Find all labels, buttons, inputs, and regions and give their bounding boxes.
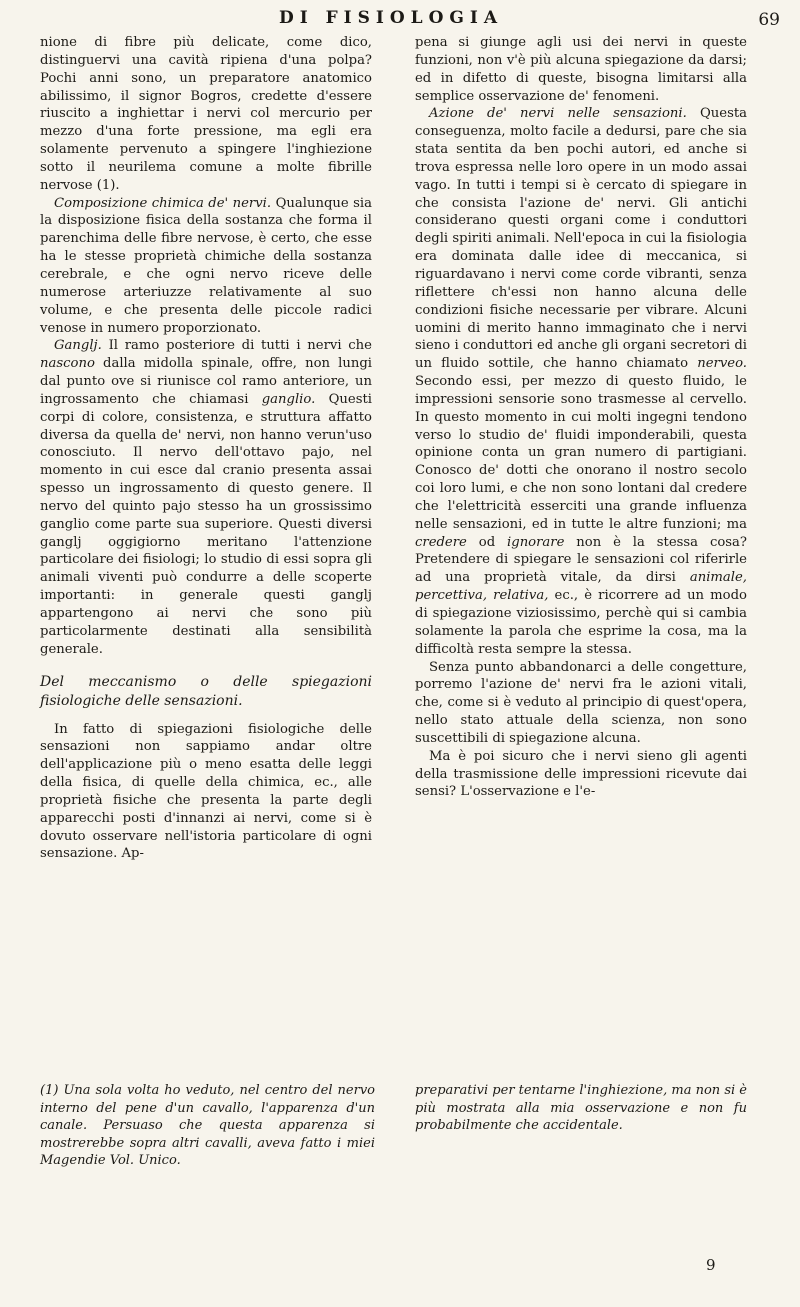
paragraph: Senza punto abbandonarci a delle congetture, porremo l'azione de' nervi fra le azioni vitali, che, come si è veduto al principio di quest'opera, nello stato attuale della scienza, non sono suscettibili di spiegazione alcuna. (415, 659, 747, 746)
paragraph-text: od (478, 534, 496, 550)
paragraph-text: dalla midolla spinale, offre, non lungi dal punto ove si riunisce col ramo anteriore, un ingrossamento che chiamasi (40, 356, 372, 407)
emphasis: ignorare (507, 534, 565, 550)
paragraph (40, 195, 372, 338)
paragraph-text: Qualunque sia la disposizione fisica della sostanza che forma il parenchima delle fibre nervose, è certo, che esse ha le stesse proprietà chimiche della sostanza cerebrale, e che ogni nervo riceve delle numerose arteriuzze relativamente al suo volume, e che presenta delle piccole radici venose in numero proporzionato. (40, 195, 373, 336)
paragraph-text: Secondo essi, per mezzo di questo fluido, le impressioni sensorie sono trasmesse al cervello. In questo momento in cui molti ingegni tendono verso lo studio de' fluidi imponderabili, questa opinione conta un gran numero di partigiani. Conosco de' dotti che onorano il nostro secolo coi loro lumi, e che non sono lontani dal credere che l'elettricità esserciti una grande influenza nelle sensazioni, ed in tutte le altre funzioni; ma (415, 374, 747, 532)
paragraph-text: non è la stessa cosa? Pretendere di spiegare le sensazioni col riferirle ad una proprietà vitale, da dirsi (415, 534, 747, 586)
footnote-imprint: Magendie Vol. Unico. (40, 1153, 181, 1168)
page-number: 69 (758, 10, 780, 30)
emphasis: animale, percettiva, relativa, (415, 570, 747, 604)
emphasis: credere (415, 534, 467, 550)
left-column (40, 34, 372, 863)
paragraph (40, 337, 372, 658)
right-column (415, 34, 747, 801)
inline-heading: Azione de' nervi nelle sensazioni. (429, 106, 687, 122)
paragraph (415, 105, 747, 658)
paragraph: pena si giunge agli usi dei nervi in queste funzioni, non v'è più alcuna spiegazione da darsi; ed in difetto di queste, bisogna limitarsi alla semplice osservazione de' fenomeni. (415, 35, 747, 104)
footnote-right: preparativi per tentarne l'inghiezione, ma non si è più mostrata alla mia osservazione e non fu probabilmente che accidentale. (415, 1083, 747, 1133)
paragraph-text: Il ramo posteriore di tutti i nervi che (108, 338, 372, 354)
emphasis: nerveo. (697, 356, 747, 372)
paragraph-text: ec., è ricorrere ad un modo di spiegazione viziosissimo, perchè qui si cambia solamente la parola che esprime la cosa, ma la difficoltà resta sempre la stessa. (415, 588, 747, 657)
section-title: Del meccanismo o delle spiegazioni fisiologiche delle sensazioni. (40, 673, 372, 709)
paragraph-text: Questi corpi di colore, consistenza, e struttura affatto diversa da quella de' nervi, non hanno verun'uso conosciuto. Il nervo dell'ottavo pajo, nel momento in cui esce dal cranio presenta assai spesso un ingrossamento di questo genere. Il nervo del quinto pajo stesso ha un grossissimo ganglio come parte sua superiore. Questi diversi ganglj oggigiorno meritano l'attenzione particolare dei fisiologi; lo studio di essi sopra gli animali viventi può condurre a delle scoperte importanti: in generale questi ganglj appartengono ai nervi che sono più particolarmente destinati alla sensibilità generale. (40, 391, 372, 657)
paragraph-text: Questa conseguenza, molto facile a dedursi, pare che sia stata sentita da ben pochi autori, ed anche si trova espressa nelle loro opere in un modo assai vago. In tutti i tempi si è cercato di spiegare in che consista l'azione de' nervi. Gli antichi considerano questi organi come i conduttori degli spiriti animali. Nell'epoca in cui la fisiologia era dominata dalle idee di meccanica, si riguardavano i nervi come corde vibranti, senza riflettere ch'essi non hanno alcuna delle condizioni fisiche necessarie per vibrare. Alcuni uomini di merito hanno immaginato che i nervi sieno i conduttori ed anche gli organi secretori di un fluido sottile, che hanno chiamato (415, 106, 748, 372)
inline-heading: Composizione chimica de' nervi. (54, 195, 272, 211)
footnote-left (40, 1082, 375, 1170)
inline-heading: Ganglj. (54, 338, 102, 354)
footnote-text: (1) Una sola volta ho veduto, nel centro del nervo interno del pene d'un cavallo, l'apparenza d'un canale. Persuaso che questa apparenza si mostrerebbe sopra altri cavalli, aveva fatto i miei (40, 1083, 375, 1151)
emphasis: nascono (40, 356, 95, 372)
paragraph: Ma è poi sicuro che i nervi sieno gli agenti della trasmissione delle impressioni ricevute dai sensi? L'osservazione e l'e- (415, 748, 747, 800)
emphasis: ganglio. (261, 391, 316, 407)
running-title: DI FISIOLOGIA (278, 8, 504, 28)
paragraph: In fatto di spiegazioni fisiologiche delle sensazioni non sappiamo andar oltre dell'applicazione più o meno esatta delle leggi della fisica, di quelle della chimica, ec., alle proprietà fisiche che presenta la parte degli apparecchi posti d'innanzi ai nervi, come si è dovuto osservare nell'istoria particolare di ogni sensazione. Ap- (40, 721, 372, 862)
paragraph: nione di fibre più delicate, come dico, distinguervi una cavità ripiena d'una polpa? Pochi anni sono, un preparatore anatomico abilissimo, il signor Bogros, credette d'essere riuscito a inghiettar i nervi col mercurio per mezzo d'una forte pressione, ma egli era solamente pervenuto a spingere l'inghiezione sotto il neurilema comune a molte fibrille nervose (1). (40, 35, 372, 193)
signature-mark: 9 (706, 1256, 716, 1274)
